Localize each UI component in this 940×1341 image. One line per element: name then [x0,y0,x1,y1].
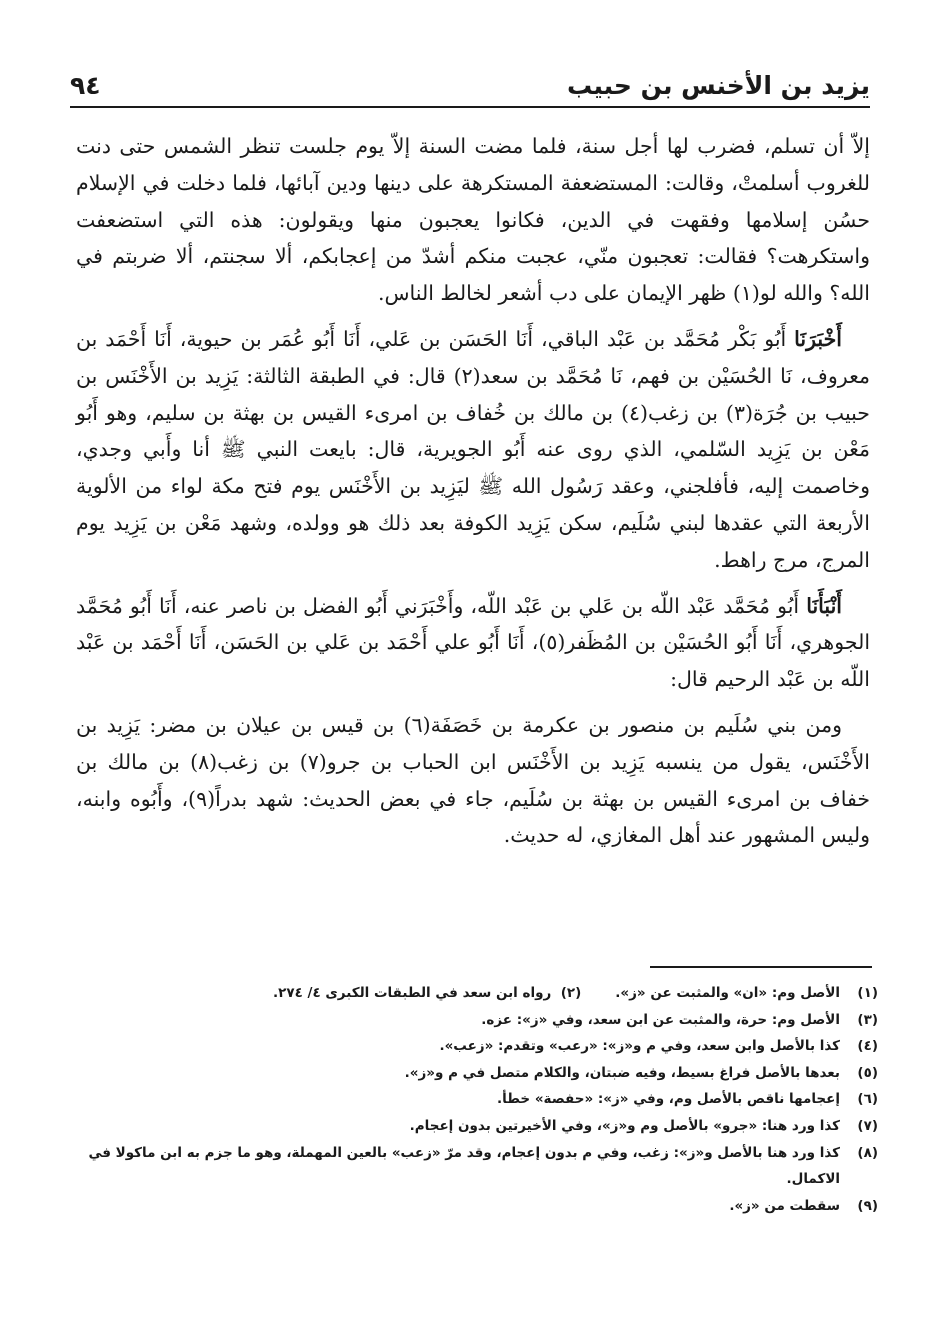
footnote-text [78,980,840,1007]
footnote-1-text: الأصل وم: «ان» والمثبت عن «ز». [615,985,840,1001]
paragraph-3 [76,588,870,698]
footnote-number: (٦) [857,1091,878,1108]
footnote-2-number: (٢) [560,985,582,1001]
footnote-text: إعجامها ناقص بالأصل وم، وفي «ز»: «حفصة» خطأ. [497,1091,840,1108]
paragraph-4 [76,707,870,854]
footnote-number: (٧) [857,1117,878,1134]
footnote-number: (٥) [857,1064,878,1081]
footnote-row [78,1086,878,1113]
footnote-row [78,1193,878,1220]
footnote-separator [650,966,872,968]
footnote-2-text: رواه ابن سعد في الطبقات الكبرى ٤/ ٢٧٤. [272,985,552,1001]
footnote-number: (٤) [857,1038,878,1055]
footnote-number: (١) [857,985,878,1001]
footnote-row [78,980,878,1007]
paragraph-1 [76,128,870,312]
running-title: يزيد بن الأخنس بن حبيب [567,71,870,100]
footnotes [78,980,878,1219]
footnote-number: (٣) [857,1011,878,1028]
footnote-row [78,1033,878,1060]
footnote-text: سقطت من «ز». [729,1197,840,1214]
main-text [76,128,870,958]
footnote-row [78,1113,878,1140]
paragraph-text: أَبُو بَكْر مُحَمَّد بن عَبْد الباقي، أَنَا الحَسَن بن عَلي، أَنَا أَبُو عُمَر بن حيوية، أَنَا أَحْمَد بن معروف، نَا الحُسَيْن بن فهم، نَا مُحَمَّد بن سعد(٢) قال: في الطبقة الثالثة: يَزِيد بن الأَخْنَس بن حبيب بن جُرَة(٣) بن زغب(٤) بن مالك بن خُفاف بن امرىء القيس بن بهثة بن سليم، وهو أَبُو مَعْن بن يَزِيد السّلمي، الذي روى عنه أَبُو الجويرية، قال: بايعت النبي ﷺ أنا وأَبي وجدي، وخاصمت إليه، فأفلجني، وعقد رَسُول الله ﷺ ليَزِيد بن الأَخْنَس يوم فتح مكة لواء من الألوية الأربعة التي عقدها لبني سُلَيم، سكن يَزِيد الكوفة بعد ذلك هو وولده، وشهد مَعْن بن يَزِيد يوم المرج، مرج راهط. [76,326,870,572]
footnote-text: بعدها بالأصل فراغ بسيط، وفيه ضبتان، والكلام متصل في م و«ز». [404,1064,840,1081]
paragraph-text: إلاّ أن تسلم، فضرب لها أجل سنة، فلما مضت السنة إلاّ يوم جلست تنظر الشمس حتى دنت للغروب أسلمتْ، وقالت: المستضعفة المستكرهة على دينها ودين آبائها، فلما دخلت في الإسلام حسُن إسلامها وفقهت في الدين، فكانوا يعجبون منها ويقولون: هذه التي استضعفت واستكرهت؟ فقالت: تعجبون منّي، عجبت منكم أشدّ من إعجابكم، ألا سجنتم، ألا ضربتم في الله؟ والله لو(١) ظهر الإيمان على دب أشعر لخالط الناس. [76,134,870,306]
lead-word: أَنْبَأَنَا [806,593,842,618]
lead-word: أَخْبَرَنَا [794,326,842,351]
paragraph-text: أَبُو مُحَمَّد عَبْد اللّه بن عَلي بن عَبْد اللّه، وأَخْبَرَني أَبُو الفضل بن ناصر عنه، أَنَا أَبُو مُحَمَّد الجوهري، أَنَا أَبُو الحُسَيْن بن المُظَفر(٥)، أَنَا أَبُو علي أَحْمَد بن عَلي بن الحَسَن، أَنَا أَحْمَد بن عَبْد اللّه بن عَبْد الرحيم قال: [76,593,871,692]
footnote-number: (٩) [857,1197,878,1214]
footnote-text: كذا ورد هنا بالأصل و«ز»: زغب، وفي م بدون إعجام، وقد مرّ «زعب» بالعين المهملة، وهو ما جزم به ابن ماكولا في الاكمال. [88,1144,840,1188]
footnote-text: الأصل وم: حرة، والمثبت عن ابن سعد، وفي «ز»: عزه. [481,1011,840,1028]
footnote-row [78,1007,878,1034]
footnote-number: (٨) [857,1144,878,1161]
page-header [70,56,870,108]
page-number: ٩٤ [70,71,101,100]
footnote-row [78,1060,878,1087]
footnote-text: كذا بالأصل وابن سعد، وفي م و«ز»: «رعب» وتقدم: «زعب». [439,1038,840,1055]
paragraph-text: ومن بني سُلَيم بن منصور بن عكرمة بن خَصَفَة(٦) بن قيس بن عيلان بن مضر: يَزِيد بن الأَخْنَس، يقول من ينسبه يَزِيد بن الأَخْنَس ابن الحباب بن جرو(٧) بن زغب(٨) بن مالك بن خفاف بن امرىء القيس بن بهثة بن سُلَيم، جاء في بعض الحديث: شهد بدراً(٩)، وأَبُوه وابنه، وليس المشهور عند أهل المغازي، له حديث. [76,712,870,848]
footnote-text: كذا ورد هنا: «جرو» بالأصل وم و«ز»، وفي الأخيرتين بدون إعجام. [409,1117,840,1134]
footnote-row [78,1140,878,1193]
paragraph-2 [76,321,870,579]
